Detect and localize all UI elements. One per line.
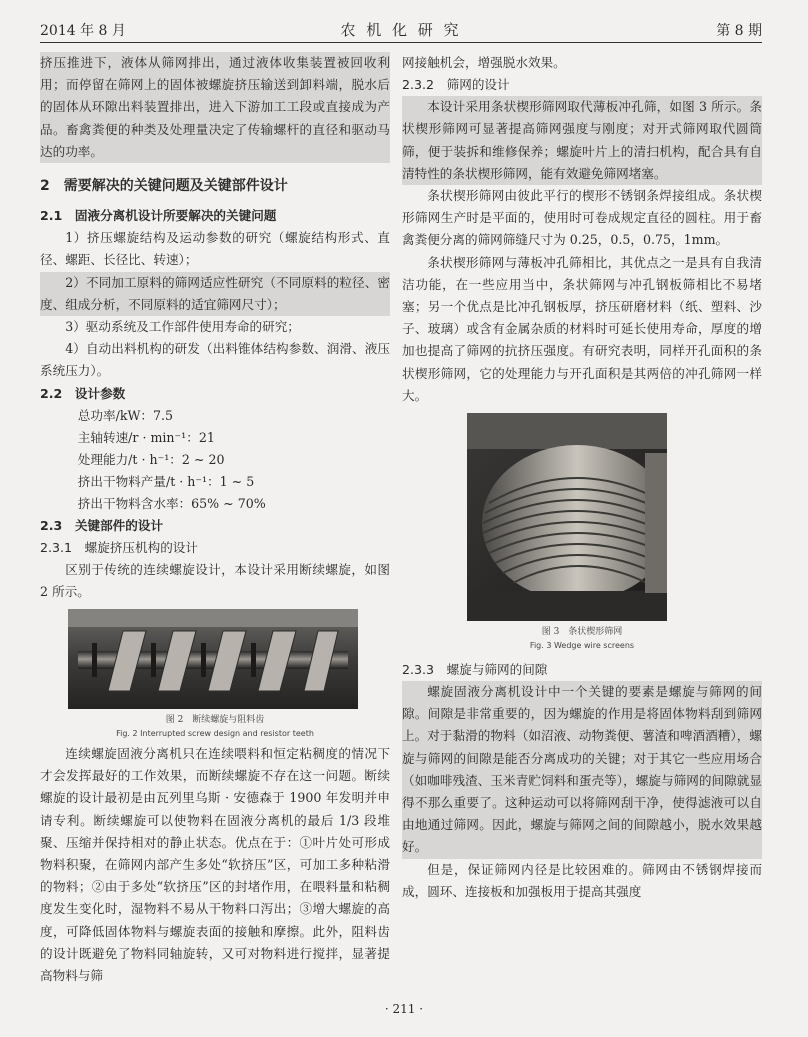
journal-title: 农 机 化 研 究 (340, 21, 462, 39)
figure-3-caption-en: Fig. 3 Wedge wire screens (529, 641, 635, 651)
screw-intro-paragraph: 区别于传统的连续螺旋设计，本设计采用断续螺旋，如图 2 所示。 (40, 561, 390, 599)
header-date: 2014 年 8 月 (40, 23, 126, 39)
figure-2-screw-photo (68, 609, 358, 709)
right-column (402, 52, 762, 903)
section-2-3-heading: 2.3 关键部件的设计 (40, 517, 164, 533)
key-issue-3: 3）驱动系统及工作部件使用寿命的研究； (65, 319, 300, 335)
screen-paragraph-2: 条状楔形筛网由彼此平行的楔形不锈钢条焊接组成。条状楔形筛网生产时是平面的，使用时可卷成规定直径的圆柱。用于畜禽粪便分离的筛网筛缝尺寸为 0.25，0.5，0.75，1mm。 (402, 188, 762, 248)
param-dry-output: 挤出干物料产量/t · h⁻¹：1 ~ 5 (77, 473, 255, 489)
section-2-3-2-heading: 2.3.2 筛网的设计 (402, 77, 510, 93)
issue-number: 第 8 期 (716, 23, 762, 39)
screen-paragraph-1: 本设计采用条状楔形筛网取代薄板冲孔筛，如图 3 所示。条状楔形筛网可显著提高筛网强度与刚度；对开式筛网取代圆筒筛，便于装拆和维修保养；螺旋叶片上的清扫机构，配合具有自清特性的条状楔形筛网，能有效避免筛网堵塞。 (402, 96, 762, 185)
section-2-1-heading: 2.1 固液分离机设计所要解决的关键问题 (40, 208, 277, 224)
gap-paragraph-2: 但是，保证筛网内径是比较困难的。筛网由不锈钢焊接而成，圆环、连接板和加强板用于提高其强度 (402, 861, 762, 899)
screw-photo-image (68, 609, 358, 709)
figure-3-wedge-wire-photo (467, 413, 667, 621)
section-2-3-3-heading: 2.3.3 螺旋与筛网的间隙 (402, 662, 548, 678)
figure-3-caption-cn: 图 3 条状楔形筛网 (541, 627, 623, 638)
key-issue-1: 1）挤压螺旋结构及运动参数的研究（螺旋结构形式、直径、螺距、长径比、转速）； (40, 230, 390, 268)
continued-text: 网接触机会，增强脱水效果。 (402, 55, 566, 70)
gap-paragraph-1: 螺旋固液分离机设计中一个关键的要素是螺旋与筛网的间隙。间隙是非常重要的，因为螺旋的作用是将固体物料刮到筛网上。对于黏滑的物料（如沼液、动物粪便、薯渣和啤酒酒糟），螺旋与筛网的间隙是能否分离成功的关键；对于其它一些应用场合（如咖啡残渣、玉米青贮饲料和蛋壳等），螺旋与筛网的间隙就显得不那么重要了。这种运动可以将筛网刮干净，使得滤液可以自由地通过筛网。因此，螺旋与筛网之间的间隙越小，脱水效果越好。 (402, 681, 762, 859)
param-total-power: 总功率/kW：7.5 (77, 407, 174, 423)
screen-paragraph-3: 条状楔形筛网与薄板冲孔筛相比，其优点之一是具有自我清洁功能，在一些应用当中，条状筛网与冲孔钢板筛相比不易堵塞；另一个优点是比冲孔钢板厚，挤压研磨材料（纸、塑料、沙子、玻璃）或含有金属杂质的材料时可延长使用寿命，厚度的增加也提高了筛网的抗挤压强度。有研究表明，同样开孔面积的条状楔形筛网，它的处理能力与开孔面积是其两倍的冲孔筛网一样大。 (402, 254, 762, 403)
page-number: · 211 · (384, 1002, 424, 1016)
section-2-3-1-heading: 2.3.1 螺旋挤压机构的设计 (40, 539, 198, 555)
key-issue-4: 4）自动出料机构的研发（出料锥体结构参数、润滑、液压系统压力）。 (40, 341, 390, 379)
figure-2-caption-en: Fig. 2 Interrupted screw design and resistor teeth (116, 729, 314, 739)
param-moisture: 挤出干物料含水率：65% ~ 70% (77, 495, 266, 511)
figure-2-caption-cn: 图 2 断续螺旋与阻料齿 (165, 715, 265, 726)
param-spindle-speed: 主轴转速/r · min⁻¹：21 (77, 429, 215, 445)
left-column (40, 52, 390, 987)
intro-paragraph: 挤压推进下，液体从筛网排出，通过液体收集装置被回收利用；而停留在筛网上的固体被螺旋挤压输送到卸料端，脱水后的固体从环隙出料装置排出，进入下游加工工段或直接成为产品。畜禽粪便的种类及处理量决定了传输螺杆的直径和驱动马达的功率。 (40, 52, 390, 163)
param-capacity: 处理能力/t · h⁻¹：2 ~ 20 (77, 451, 225, 467)
section-2-heading: 2 需要解决的关键问题及关键部件设计 (40, 178, 288, 195)
running-header (40, 18, 762, 43)
section-2-2-heading: 2.2 设计参数 (40, 385, 126, 401)
wedge-wire-photo-image (467, 413, 667, 621)
screw-discussion-paragraph: 连续螺旋固液分离机只在连续喂料和恒定粘稠度的情况下才会发挥最好的工作效果，而断续螺旋不存在这一问题。断续螺旋的设计最初是由瓦列里乌斯 · 安德森于 1900 年发明并申请专利。断续螺旋可以使物料在固液分离机的最后 1/3 段堆聚、压缩并保持相对的静止状态。优点在于：①叶片处可形成物料积聚，在筛网内部产生多处“软挤压”区，可加工多种粘滑的物料；②由于多处“软挤压”区的封堵作用，在喂料量和粘稠度发生变化时，湿物料不易从干物料口泻出；③增大螺旋的高度，可降低固体物料与螺旋表面的接触和摩擦。此外，阻料齿的设计既避免了物料同轴旋转，又可对物料进行搅拌，显著提高物料与筛 (40, 746, 390, 984)
key-issue-2: 2）不同加工原料的筛网适应性研究（不同原料的粒径、密度、组成分析，不同原料的适宜筛网尺寸）； (40, 272, 390, 316)
